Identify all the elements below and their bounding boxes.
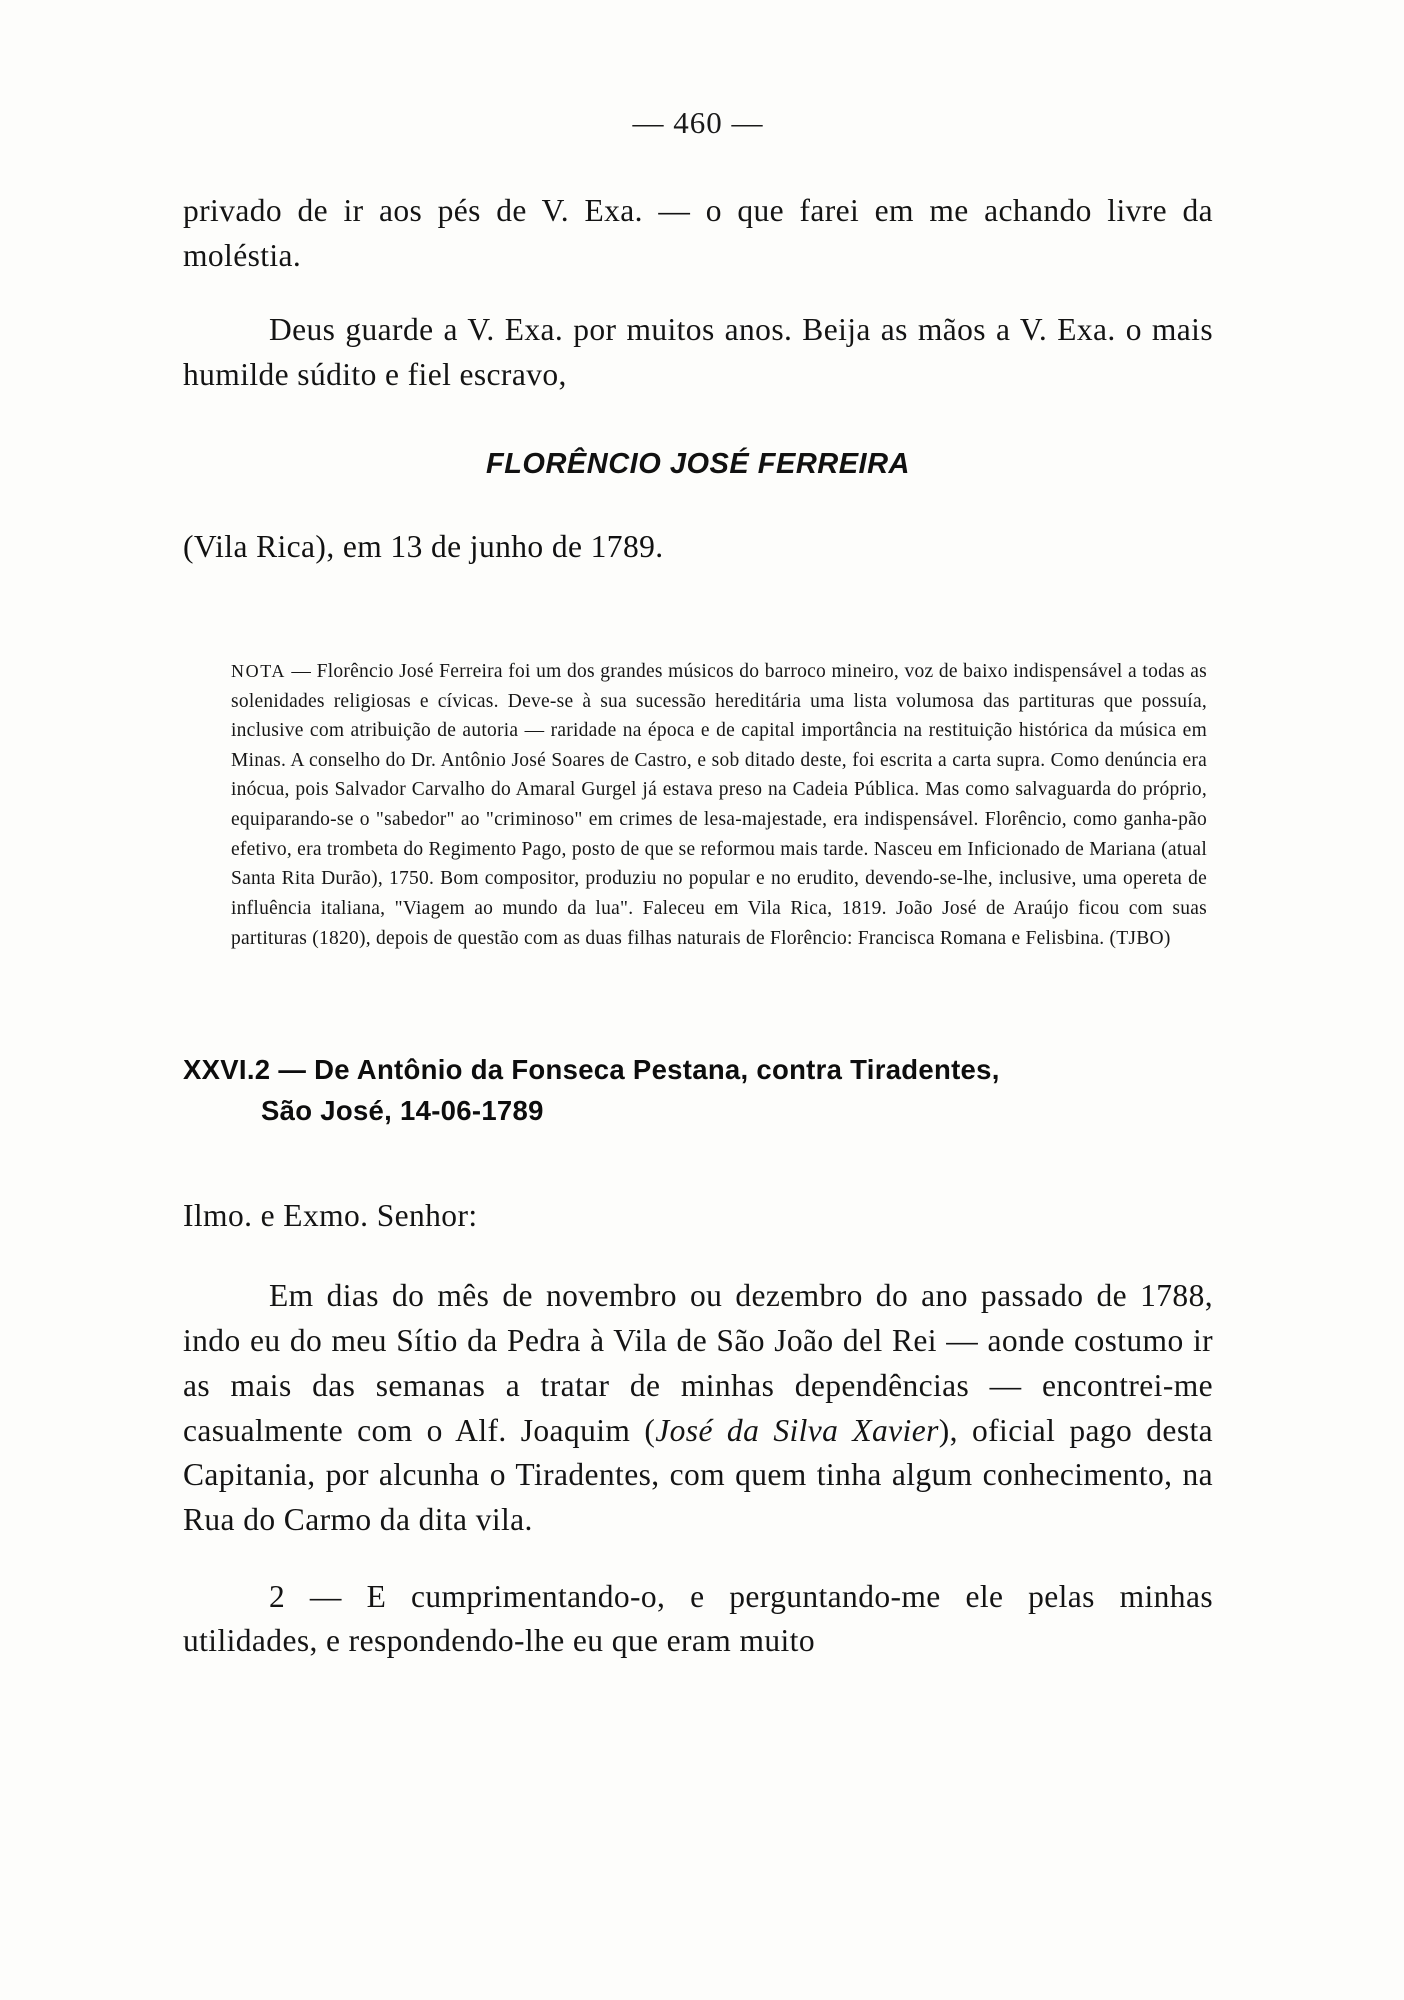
note-dash: — xyxy=(291,660,312,682)
deposition-name-italic: José da Silva Xavier xyxy=(655,1412,939,1448)
section-number: XXVI.2 xyxy=(183,1054,271,1086)
note-label: NOTA xyxy=(231,660,286,681)
letter-signature: FLORÊNCIO JOSÉ FERREIRA xyxy=(486,447,910,480)
section-title-line2: São José, 14-06-1789 xyxy=(261,1095,544,1127)
deposition-paragraph-1-part-a: Em dias do mês de novembro ou dezembro do ano passado de 1788, indo eu do meu Sítio da Pedra à Vila de São João del Rei — aonde costumo ir as mais das semanas a tratar de minhas dependências — encontrei-me casualmente com o Alf. Joaquim ( xyxy=(183,1278,1213,1448)
deposition-paragraph-1 xyxy=(183,1274,1213,1542)
letter-paragraph-1: privado de ir aos pés de V. Exa. — o que farei em me achando livre da moléstia. xyxy=(183,193,1213,273)
deposition-paragraph-1-part-b: ), oficial pago desta Capitania, por alcunha o Tiradentes, com quem tinha algum conhecimento, na Rua do Carmo da dita vila. xyxy=(183,1412,1214,1537)
letter-paragraph-2: Deus guarde a V. Exa. por muitos anos. Beija as mãos a V. Exa. o mais humilde súdito e fiel escravo, xyxy=(183,312,1213,393)
letter-place-date: (Vila Rica), em 13 de junho de 1789. xyxy=(183,528,664,564)
page-number: — 460 — xyxy=(632,105,764,140)
deposition-salutation: Ilmo. e Exmo. Senhor: xyxy=(183,1197,478,1233)
deposition-paragraph-2: 2 — E cumprimentando-o, e perguntando-me ele pelas minhas utilidades, e respondendo-lhe eu que eram muito xyxy=(183,1578,1213,1659)
note-text: Florêncio José Ferreira foi um dos grandes músicos do barroco mineiro, voz de baixo indispensável a todas as solenidades religiosas e cívicas. Deve-se à sua sucessão hereditária uma lista volumosa das partituras que possuía, inclusive com atribuição de autoria — raridade na época e de capital importância na restituição histórica da música em Minas. A conselho do Dr. Antônio José Soares de Castro, e sob ditado deste, foi escrita a carta supra. Como denúncia era inócua, pois Salvador Carvalho do Amaral Gurgel já estava preso na Cadeia Pública. Mas como salvaguarda do próprio, equiparando-se o "sabedor" ao "criminoso" em crimes de lesa-majestade, era indispensável. Florêncio, como ganha-pão efetivo, era trombeta do Regimento Pago, posto de que se reformou mais tarde. Nasceu em Inficionado de Mariana (atual Santa Rita Durão), 1750. Bom compositor, produziu no popular e no erudito, devendo-se-lhe, inclusive, uma opereta de influência italiana, "Viagem ao mundo da lua". Faleceu em Vila Rica, 1819. João José de Araújo ficou com suas partituras (1820), depois de questão com as duas filhas naturais de Florêncio: Francisca Romana e Felisbina. (TJBO) xyxy=(231,660,1208,949)
section-title-line1: De Antônio da Fonseca Pestana, contra Tiradentes, xyxy=(314,1054,1000,1086)
section-heading xyxy=(183,1049,1213,1132)
page-content xyxy=(183,0,1213,1664)
editorial-note xyxy=(231,657,1207,953)
section-dash: — xyxy=(278,1054,307,1086)
